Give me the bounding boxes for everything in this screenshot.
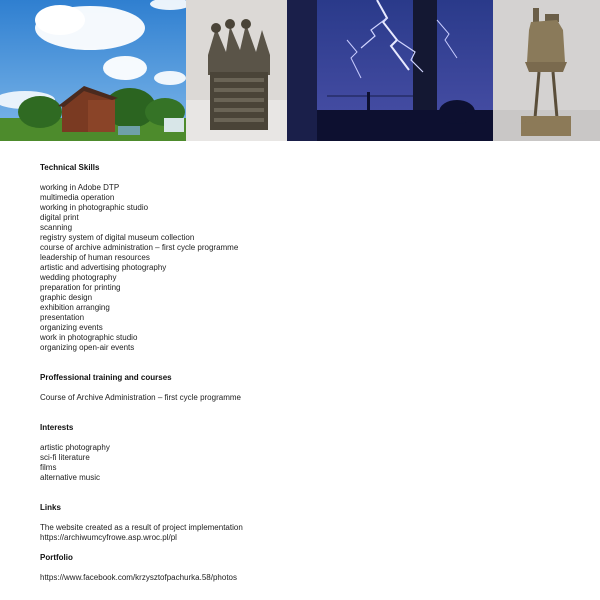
- lightning-storm-image: [287, 0, 493, 141]
- skill-item: organizing open-air events: [40, 343, 135, 352]
- skill-item: preparation for printing: [40, 283, 121, 292]
- archive-website-link[interactable]: https://archiwumcyfrowe.asp.wroc.pl/pl: [40, 533, 177, 542]
- skill-item: exhibition arranging: [40, 303, 110, 312]
- skill-item: work in photographic studio: [40, 333, 138, 342]
- portfolio-link[interactable]: https://www.facebook.com/krzysztofpachurka.58/photos: [40, 573, 237, 582]
- bronze-standing-figure-image: [493, 0, 600, 141]
- portfolio-title: Portfolio: [40, 553, 73, 562]
- links-description: The website created as a result of project implementation: [40, 523, 243, 532]
- skill-item: working in photographic studio: [40, 203, 149, 212]
- training-item: Course of Archive Administration – first cycle programme: [40, 393, 241, 402]
- skill-item: digital print: [40, 213, 79, 222]
- skill-item: wedding photography: [40, 273, 117, 282]
- skill-item: multimedia operation: [40, 193, 115, 202]
- training-title: Proffessional training and courses: [40, 373, 172, 382]
- skill-item: scanning: [40, 223, 73, 232]
- interest-item: sci-fi literature: [40, 453, 90, 462]
- portfolio-section: [40, 553, 600, 583]
- resume-content: [0, 141, 600, 583]
- interests-title: Interests: [40, 423, 74, 432]
- skill-item: course of archive administration – first cycle programme: [40, 243, 239, 252]
- links-section: [40, 503, 600, 543]
- skill-item: artistic and advertising photography: [40, 263, 167, 272]
- skill-item: leadership of human resources: [40, 253, 150, 262]
- links-title: Links: [40, 503, 61, 512]
- technical-skills-title: Technical Skills: [40, 163, 100, 172]
- interest-item: alternative music: [40, 473, 101, 482]
- landscape-with-barn-image: [0, 0, 186, 141]
- skill-item: graphic design: [40, 293, 93, 302]
- technical-skills-list: [40, 183, 600, 353]
- interest-item: films: [40, 463, 57, 472]
- technical-skills-section: [40, 163, 600, 353]
- interest-item: artistic photography: [40, 443, 110, 452]
- skill-item: working in Adobe DTP: [40, 183, 120, 192]
- image-banner: [0, 0, 600, 141]
- interests-section: [40, 423, 600, 483]
- skill-item: organizing events: [40, 323, 103, 332]
- bronze-figure-sculpture-image: [186, 0, 287, 141]
- training-section: [40, 373, 600, 403]
- skill-item: registry system of digital museum collection: [40, 233, 195, 242]
- skill-item: presentation: [40, 313, 85, 322]
